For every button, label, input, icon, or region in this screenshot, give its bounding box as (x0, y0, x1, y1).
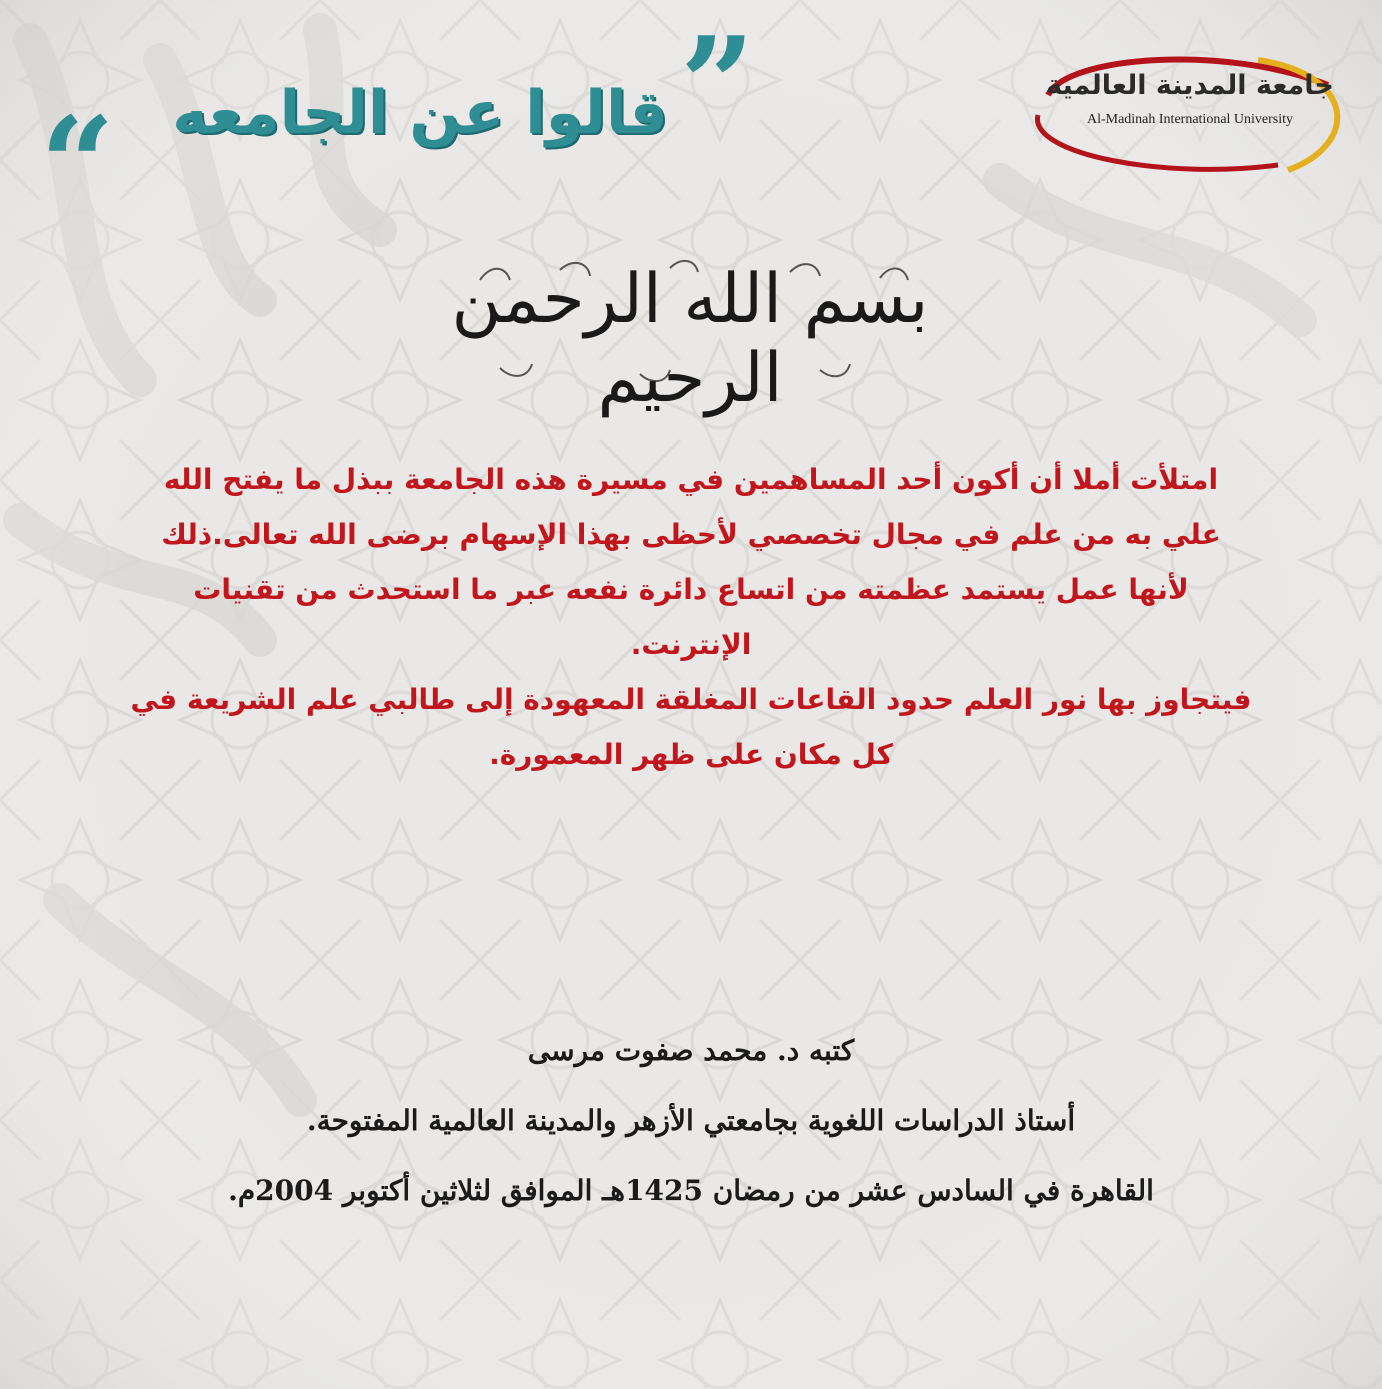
testimonial-line: لأنها عمل يستمد عظمته من اتساع دائرة نفعه عبر ما استحدث من تقنيات (193, 573, 1189, 606)
testimonial-line: الإنترنت. (630, 628, 752, 661)
open-quote-mark: ” (680, 8, 755, 161)
university-name-arabic: جامعة المدينة العالمية (1046, 70, 1334, 101)
author-name: كتبه د. محمد صفوت مرسى (527, 1034, 855, 1067)
testimonial-line: فيتجاوز بها نور العلم حدود القاعات المغلقة المعهودة إلى طالبي علم الشريعة في (130, 683, 1252, 716)
page-title: قالوا عن الجامعه (172, 78, 668, 148)
author-position: أستاذ الدراسات اللغوية بجامعتي الأزهر والمدينة العالمية المفتوحة. (306, 1104, 1076, 1137)
university-name-english: Al-Madinah International University (1086, 112, 1294, 127)
header (40, 8, 760, 241)
testimonial-line: امتلأت أملا أن أكون أحد المساهمين في مسيرة هذه الجامعة ببذل ما يفتح الله (163, 463, 1219, 496)
signature-block (40, 1016, 1342, 1226)
testimonial-line: كل مكان على ظهر المعمورة. (489, 738, 893, 771)
testimonial-line: علي به من علم في مجال تخصصي لأحظى بهذا الإسهام برضى الله تعالى.ذلك (161, 518, 1221, 551)
basmala: بسم الله الرحمن الرحيم (451, 260, 929, 418)
close-quote-mark: “ (40, 88, 115, 241)
date-line: القاهرة في السادس عشر من رمضان 1425هـ الموافق لثلاثين أكتوبر 2004م. (228, 1174, 1154, 1207)
testimonial-text (40, 452, 1342, 782)
